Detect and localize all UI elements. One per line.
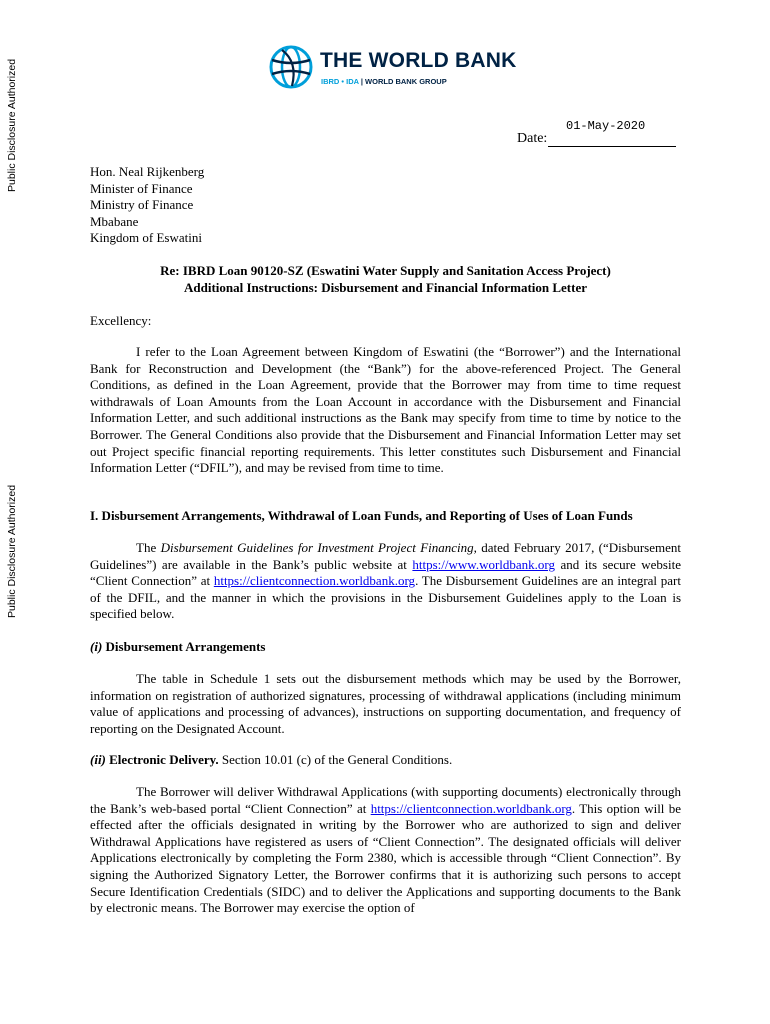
world-bank-logo [268,44,517,104]
addressee-block [90,164,204,247]
electronic-delivery-paragraph: The Borrower will deliver Withdrawal Applications (with supporting documents) electronically through the Bank’s web-based portal “Client Connection” at https://clientconnection.worldbank.org. This option will be effected after the officials designated in writing by the Borrower who are authorized to sign and deliver Withdrawal Applications have registered as users of “Client Connection”. The designated officials will deliver Applications electronically by completing the Form 2380, which is accessible through “Client Connection”. By signing the Authorized Signatory Letter, the Borrower confirms that it is authorizing such persons to accept Secure Identification Credentials (SIDC) and to deliver the Applications and supporting documents to the Bank by electronic means. The Borrower may exercise the option of [90,784,681,916]
addressee-city: Mbabane [90,213,139,229]
guidelines-paragraph: The Disbursement Guidelines for Investment Project Financing, dated February 2017, (“Disbursement Guidelines”) are available in the Bank’s public website at https://www.worldbank.org and its secure website “Client Connection” at https://clientconnection.worldbank.org. The Disbursement Guidelines are an integral part of the DFIL, and the manner in which the provisions in the Disbursement Guidelines apply to the Loan is specified below. [90,540,681,622]
clientconnection-link-2[interactable]: https://clientconnection.worldbank.org [370,800,572,816]
salutation: Excellency: [90,313,152,328]
logo-subtitle: IBRD • IDA | WORLD BANK GROUP [321,77,447,86]
date-value: 01-May-2020 [566,119,646,133]
disclosure-label-top: Public Disclosure Authorized [6,58,18,192]
subsection-i-heading: (i) Disbursement Arrangements [90,639,266,654]
intro-paragraph: I refer to the Loan Agreement between Kingdom of Eswatini (the “Borrower”) and the International Bank for Reconstruction and Development (the “Bank”) for the above-referenced Project. The General Conditions, as defined in the Loan Agreement, provide that the Borrower may from time to time request withdrawals of Loan Amounts from the Loan Account in accordance with the Disbursement and Financial Information Letter, and such additional instructions as the Bank may specify from time to time by notice to the Borrower. The General Conditions also provide that the Disbursement and Financial Information Letter may set out Project specific financial reporting requirements. This letter constitutes such Disbursement and Financial Information Letter (“DFIL”), and may be revised from time to time. [90,344,681,476]
disbursement-arrangements-paragraph: The table in Schedule 1 sets out the disbursement methods which may be used by the Borrower, information on registration of authorized signatures, processing of withdrawal applications (including minimum value of applications and processing of advances), instructions on supporting documentation, and frequency of reporting on the Designated Account. [90,671,681,736]
date-field [517,131,676,147]
clientconnection-link[interactable]: https://clientconnection.worldbank.org [213,573,416,589]
subsection-ii-heading: (ii) Electronic Delivery. Section 10.01 (c) of the General Conditions. [90,752,453,767]
addressee-country: Kingdom of Eswatini [90,230,202,245]
disclosure-label-middle: Public Disclosure Authorized [6,484,18,618]
addressee-ministry: Ministry of Finance [90,197,194,212]
addressee-title: Minister of Finance [90,180,193,196]
logo-title: THE WORLD BANK [320,49,517,72]
addressee-name: Hon. Neal Rijkenberg [90,164,205,179]
globe-icon [268,44,314,90]
date-label: Date: [517,131,548,146]
section-1-heading: I. Disbursement Arrangements, Withdrawal of Loan Funds, and Reporting of Uses of Loan Funds [90,508,633,523]
subject-line: Re: IBRD Loan 90120-SZ (Eswatini Water Supply and Sanitation Access Project) Additional Instructions: Disbursement and Financial Information Letter [160,263,611,295]
worldbank-link[interactable]: https://www.worldbank.org [412,556,556,572]
